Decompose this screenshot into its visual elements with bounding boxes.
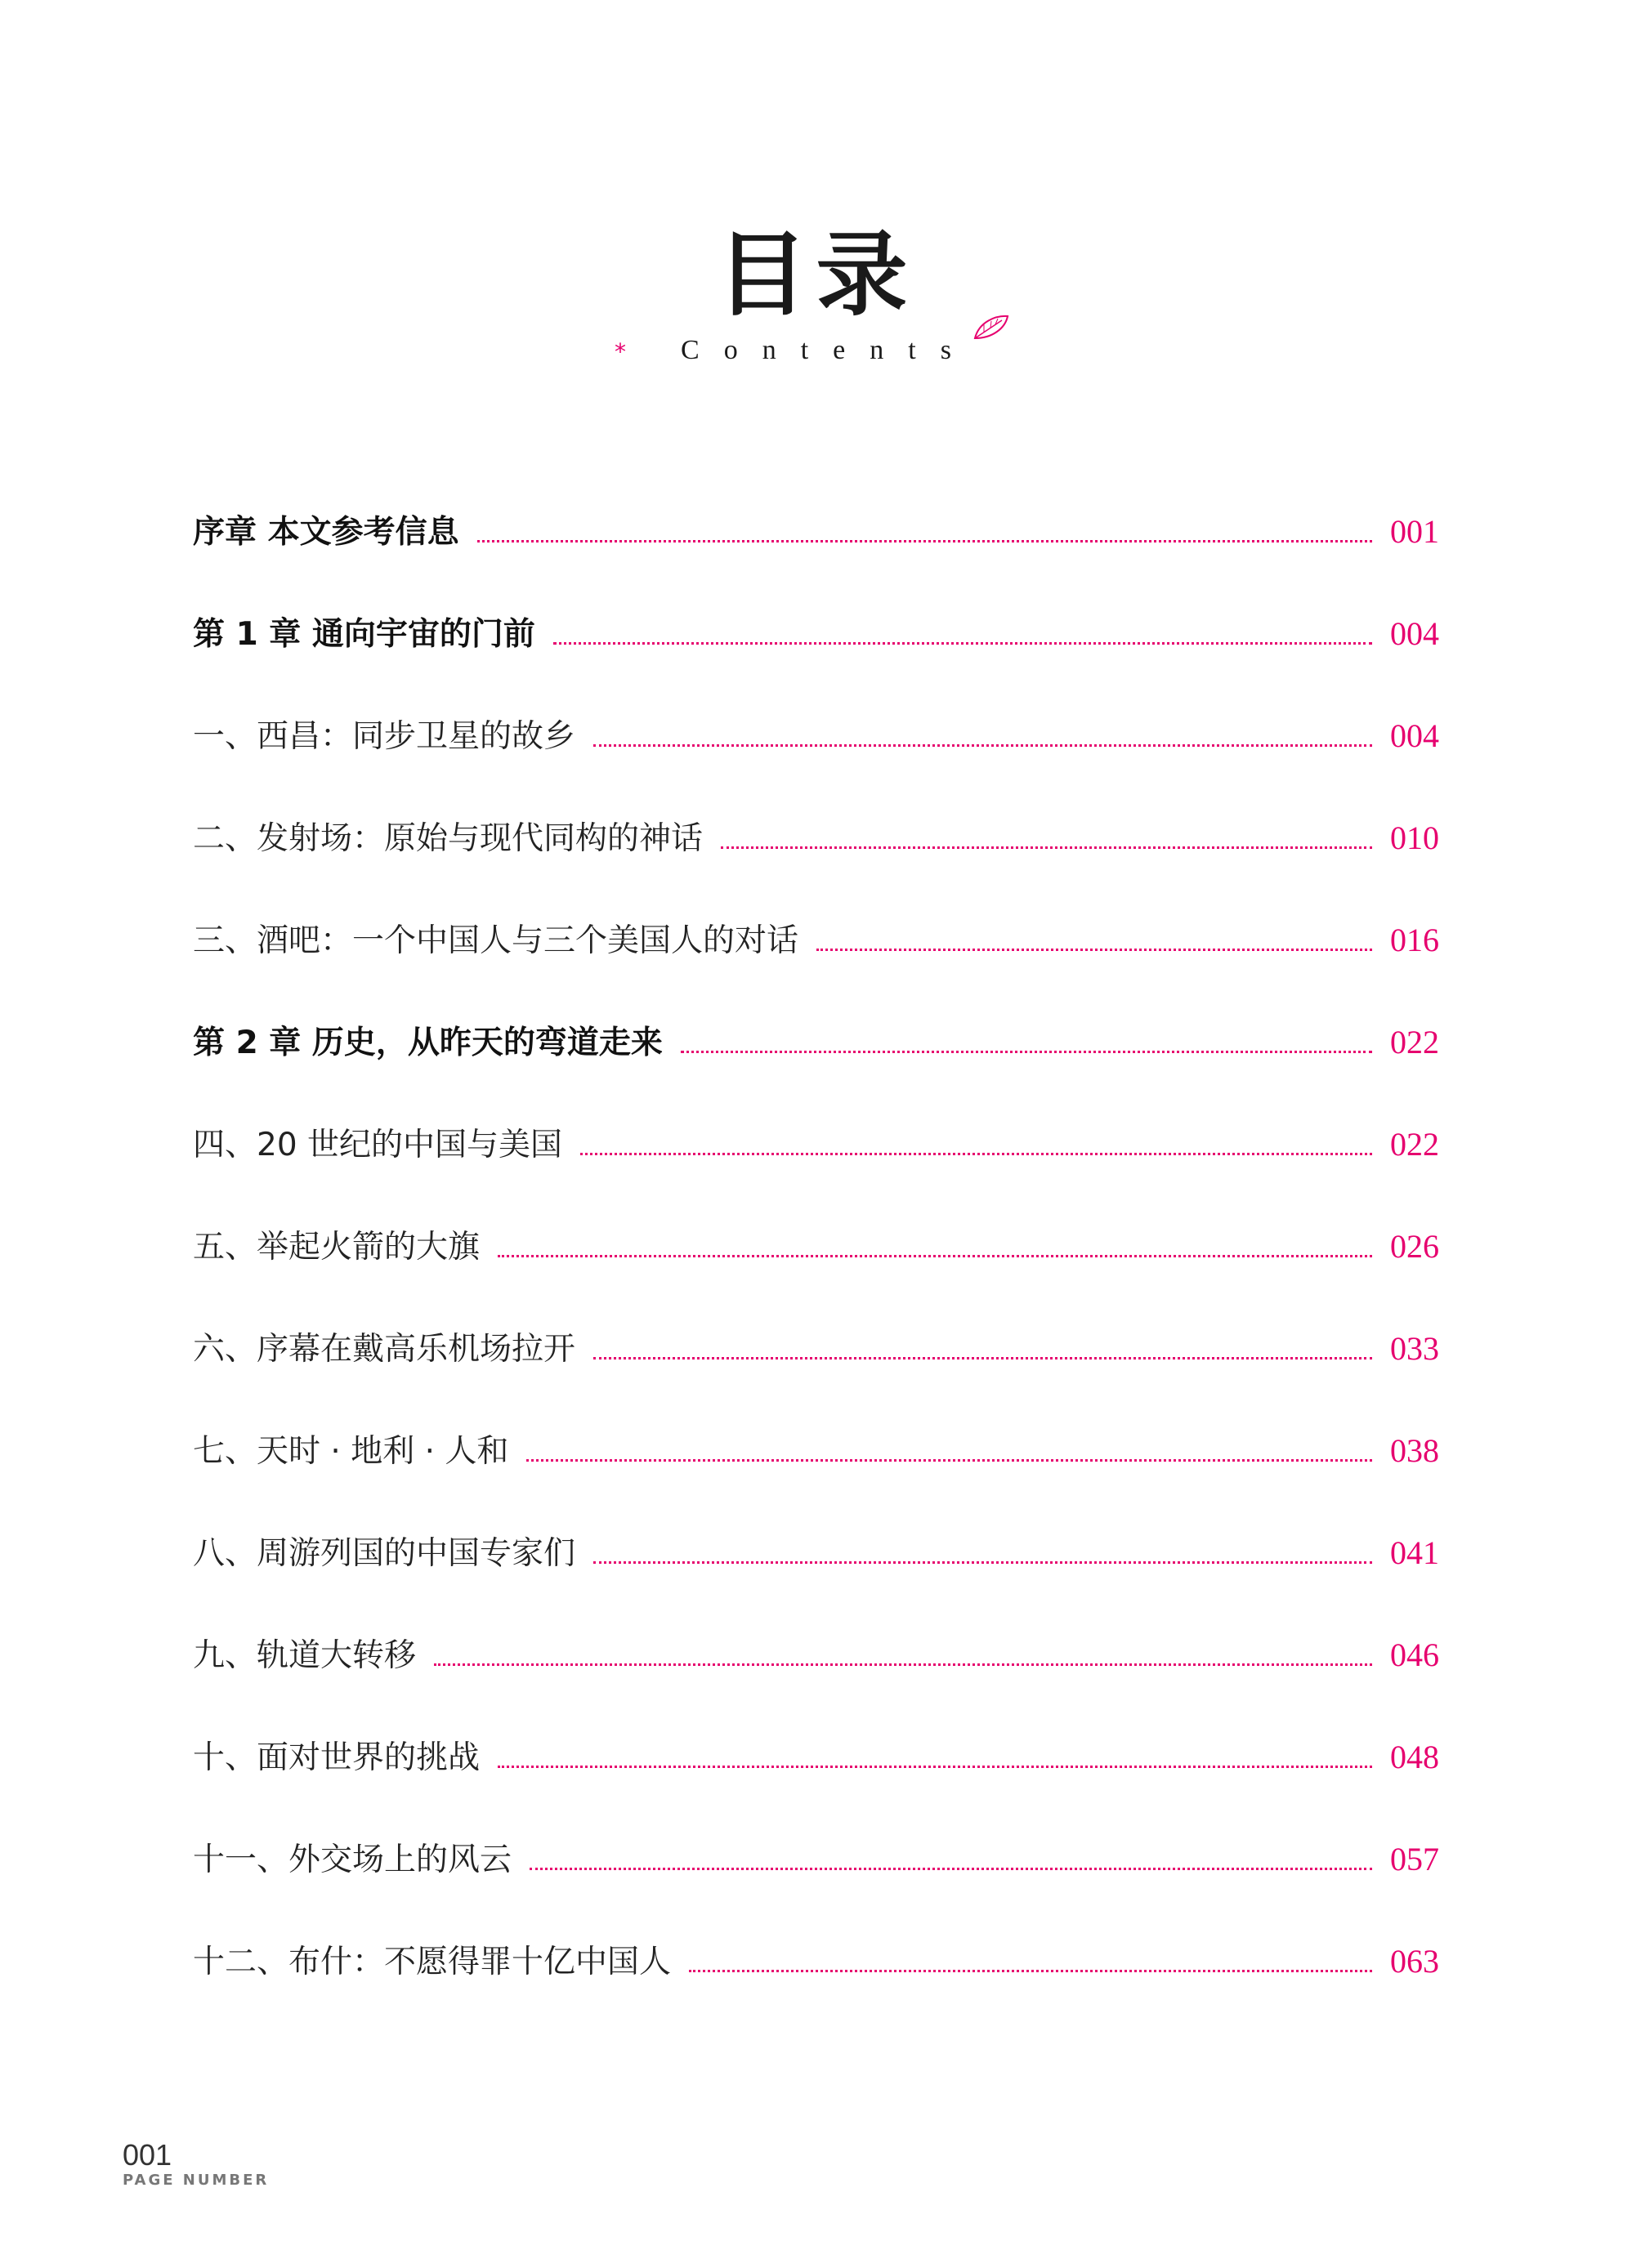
toc-row[interactable] — [193, 609, 1439, 711]
toc-label: 第 1 章 通向宇宙的门前 — [193, 616, 535, 653]
toc-header — [0, 221, 1632, 376]
toc-label: 九、轨道大转移 — [193, 1637, 417, 1674]
page-footer — [123, 2138, 270, 2189]
dot-leader — [498, 1255, 1372, 1257]
toc-page-number: 016 — [1390, 922, 1439, 958]
page-title: 目录 — [716, 221, 916, 328]
dot-leader — [593, 744, 1372, 747]
leaf-icon — [972, 314, 1010, 345]
toc-row[interactable] — [193, 1528, 1439, 1630]
dot-leader — [477, 540, 1372, 542]
toc-page-number: 033 — [1390, 1330, 1439, 1367]
dot-leader — [593, 1561, 1372, 1564]
toc-page-number: 022 — [1390, 1126, 1439, 1163]
toc-label: 六、序幕在戴高乐机场拉开 — [193, 1331, 576, 1368]
table-of-contents — [193, 507, 1439, 2038]
toc-page-number: 038 — [1390, 1432, 1439, 1469]
toc-label: 十、面对世界的挑战 — [193, 1739, 481, 1776]
toc-page-number: 022 — [1390, 1024, 1439, 1060]
toc-page-number: 063 — [1390, 1943, 1439, 1980]
dot-leader — [580, 1153, 1372, 1155]
toc-label: 序章 本文参考信息 — [193, 514, 459, 551]
toc-row[interactable] — [193, 915, 1439, 1017]
toc-page-number: 046 — [1390, 1636, 1439, 1673]
subtitle-row — [0, 335, 1632, 376]
toc-row[interactable] — [193, 813, 1439, 915]
toc-label: 一、西昌：同步卫星的故乡 — [193, 718, 576, 755]
dot-leader — [498, 1766, 1372, 1768]
toc-label: 八、周游列国的中国专家们 — [193, 1535, 576, 1572]
toc-label: 十一、外交场上的风云 — [193, 1842, 512, 1878]
toc-row[interactable] — [193, 1630, 1439, 1732]
dot-leader — [530, 1868, 1372, 1870]
toc-page-number: 057 — [1390, 1841, 1439, 1877]
dot-leader — [681, 1051, 1372, 1053]
toc-label: 三、酒吧：一个中国人与三个美国人的对话 — [193, 922, 799, 959]
toc-row[interactable] — [193, 1119, 1439, 1221]
toc-label: 五、举起火箭的大旗 — [193, 1229, 481, 1266]
dot-leader — [721, 846, 1372, 849]
toc-page-number: 001 — [1390, 513, 1439, 550]
toc-row[interactable] — [193, 507, 1439, 609]
dot-leader — [593, 1357, 1372, 1359]
dot-leader — [689, 1970, 1372, 1972]
toc-page-number: 010 — [1390, 819, 1439, 856]
star-icon: * — [615, 338, 626, 366]
page-number-caption: PAGE NUMBER — [123, 2172, 270, 2189]
toc-label: 二、发射场：原始与现代同构的神话 — [193, 820, 704, 857]
toc-page-number: 041 — [1390, 1534, 1439, 1571]
dot-leader — [434, 1663, 1372, 1666]
page-number: 001 — [123, 2138, 172, 2172]
toc-row[interactable] — [193, 711, 1439, 813]
toc-row[interactable] — [193, 1426, 1439, 1528]
toc-row[interactable] — [193, 1834, 1439, 1936]
toc-label: 七、天时 · 地利 · 人和 — [193, 1433, 509, 1470]
toc-row[interactable] — [193, 1324, 1439, 1426]
toc-row[interactable] — [193, 1732, 1439, 1834]
toc-page-number: 004 — [1390, 717, 1439, 754]
toc-page-number: 004 — [1390, 615, 1439, 652]
toc-row[interactable] — [193, 1936, 1439, 2038]
toc-row[interactable] — [193, 1221, 1439, 1324]
toc-label: 四、20 世纪的中国与美国 — [193, 1127, 563, 1163]
toc-page-number: 048 — [1390, 1739, 1439, 1775]
dot-leader — [553, 642, 1372, 645]
dot-leader — [526, 1459, 1372, 1462]
dot-leader — [816, 949, 1372, 951]
toc-label: 第 2 章 历史，从昨天的弯道走来 — [193, 1025, 663, 1061]
toc-row[interactable] — [193, 1017, 1439, 1119]
page-subtitle: Contents — [681, 335, 976, 366]
toc-page-number: 026 — [1390, 1228, 1439, 1265]
toc-label: 十二、布什：不愿得罪十亿中国人 — [193, 1944, 672, 1980]
